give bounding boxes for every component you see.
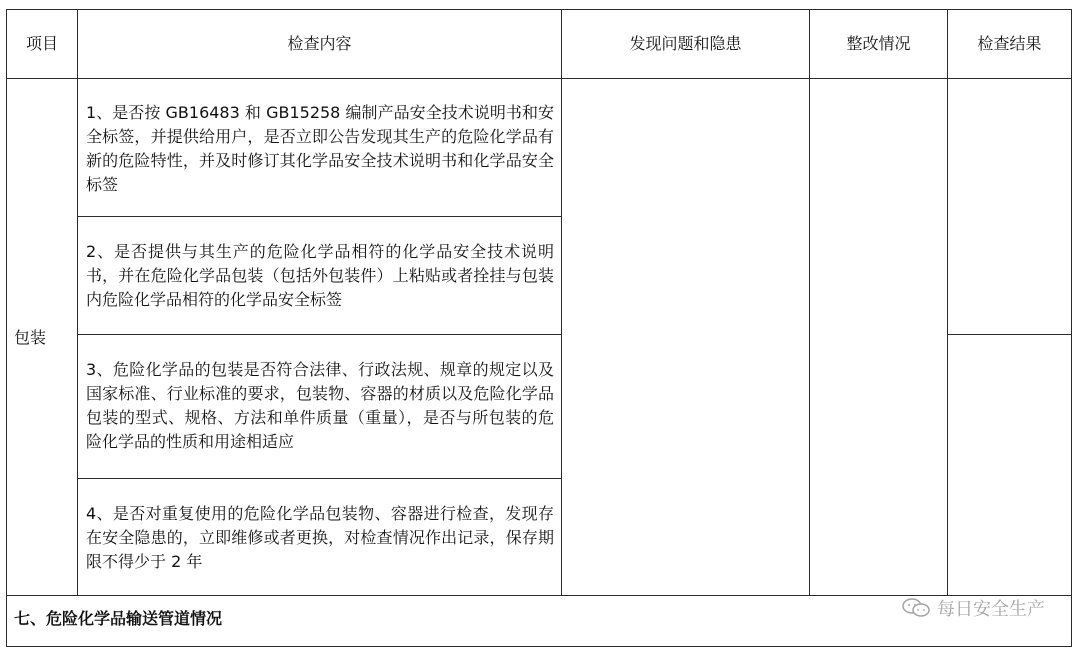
row-divider bbox=[77, 478, 561, 479]
check-item-1: 1、是否按 GB16483 和 GB15258 编制产品安全技术说明书和安全标签，并提供给用户，是否立即公告发现其生产的危险化学品有新的危险特性，并及时修订其化学品安全技术说明书和化学品安全标签 bbox=[86, 103, 554, 194]
check-item-3: 3、危险化学品的包装是否符合法律、行政法规、规章的规定以及国家标准、行业标准的要求，包装物、容器的材质以及危险化学品包装的型式、规格、方法和单件质量（重量），是否与所包装的危险化学品的性质和用途相适应 bbox=[86, 360, 554, 451]
col-divider bbox=[947, 9, 948, 596]
col-divider bbox=[561, 9, 562, 596]
header-issues: 发现问题和隐患 bbox=[629, 34, 742, 53]
header-rectification: 整改情况 bbox=[846, 34, 911, 53]
row-divider bbox=[77, 216, 561, 217]
table-border-left bbox=[6, 9, 7, 647]
table-border-right bbox=[1071, 9, 1072, 647]
section-border-bottom bbox=[6, 646, 1072, 647]
table-border-top bbox=[6, 9, 1072, 10]
header-result: 检查结果 bbox=[977, 34, 1042, 53]
watermark bbox=[901, 594, 1045, 622]
section-heading: 七、危险化学品输送管道情况 bbox=[14, 609, 223, 628]
watermark-text: 每日安全生产 bbox=[937, 599, 1045, 620]
header-content: 检查内容 bbox=[287, 34, 352, 53]
item-label-packaging: 包装 bbox=[14, 328, 47, 347]
check-item-2: 2、是否提供与其生产的危险化学品相符的化学品安全技术说明书，并在危险化学品包装（包括外包装件）上粘贴或者拴挂与包装内危险化学品相符的化学品安全标签 bbox=[86, 242, 554, 309]
wechat-icon bbox=[901, 597, 931, 619]
check-item-4: 4、是否对重复使用的危险化学品包装物、容器进行检查，发现存在安全隐患的，立即维修或者更换，对检查情况作出记录，保存期限不得少于 2 年 bbox=[86, 504, 554, 571]
header-divider bbox=[6, 78, 1072, 79]
row-divider bbox=[77, 334, 561, 335]
col-divider bbox=[809, 9, 810, 596]
header-item: 项目 bbox=[25, 34, 58, 53]
col-divider bbox=[77, 9, 78, 596]
result-divider bbox=[947, 334, 1072, 335]
